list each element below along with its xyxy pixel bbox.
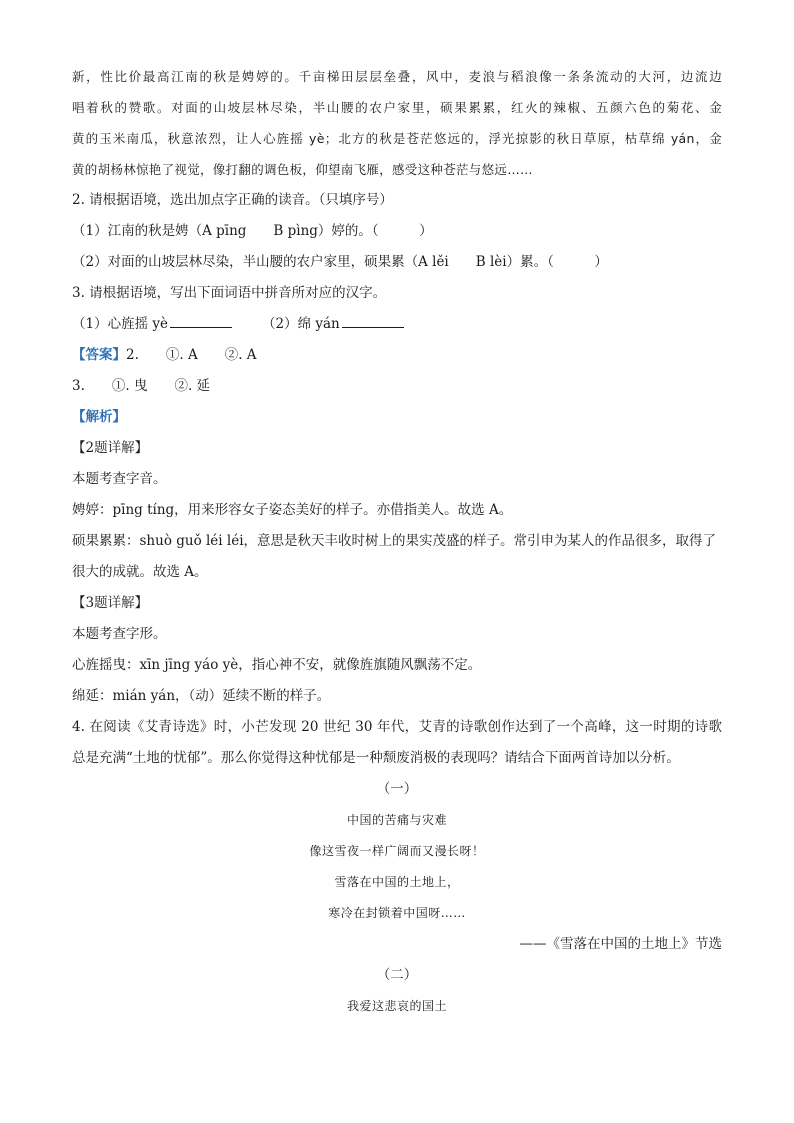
passage-line: 黄的胡杨林惊艳了视觉，像打翻的调色板，仰望南飞雁，感受这种苍茫与悠远…… — [72, 162, 533, 177]
answer-q3: 3. ①. 曳 ②. 延 — [72, 378, 211, 394]
passage-line: 黄的玉米南瓜，秋意浓烈，让人心旌摇 yè；北方的秋是苍茫悠远的，浮光掠影的秋日草原，枯草绵 yán，金 — [72, 131, 722, 146]
analysis-q2-heading: 【2题详解】 — [72, 440, 149, 456]
analysis-q2-line: 硕果累累：shuò guǒ léi léi，意思是秋天丰收时树上的果实茂盛的样子。常引申为某人的作品很多，取得了 — [72, 533, 717, 549]
question-3-item-1: （1）心旌摇 yè — [72, 316, 168, 332]
answer-section — [72, 340, 722, 402]
question-3 — [72, 278, 722, 340]
question-3-item-2: （2）绵 yán — [262, 316, 340, 332]
answer-blank — [342, 313, 404, 328]
answer-q2: 2. ①. A ②. A — [126, 347, 257, 363]
analysis-q2-line: 很大的成就。故选 A。 — [72, 564, 208, 580]
answer-label: 【答案】 — [72, 347, 126, 363]
analysis-section — [72, 402, 722, 712]
analysis-q3-line: 绵延：mián yán，（动）延续不断的样子。 — [72, 688, 331, 704]
passage-line: 唱着秋的赞歌。对面的山坡层林尽染，半山腰的农户家里，硕果累累，红火的辣椒、五颜六色的菊花、金 — [72, 100, 722, 115]
passage-line: 新，性比价最高江南的秋是娉婷的。千亩梯田层层垒叠，风中，麦浪与稻浪像一条条流动的大河，边流边 — [72, 69, 722, 84]
question-2 — [72, 185, 722, 278]
question-2-item-1: （1）江南的秋是娉（A pīng B pìng）婷的。（ ） — [72, 223, 433, 239]
analysis-q3-line: 心旌摇曳：xīn jīng yáo yè，指心神不安，就像旌旗随风飘荡不定。 — [72, 657, 482, 673]
analysis-q3-heading: 【3题详解】 — [72, 595, 149, 611]
poem-1-line: 雪落在中国的土地上， — [334, 875, 460, 889]
analysis-label: 【解析】 — [72, 409, 126, 425]
question-4 — [72, 712, 722, 774]
poem-2-number: （二） — [376, 967, 418, 983]
question-2-prompt: 2. 请根据语境，选出加点字正确的读音。（只填序号） — [72, 192, 393, 208]
question-3-prompt: 3. 请根据语境，写出下面词语中拼音所对应的汉字。 — [72, 285, 387, 301]
poem-1-line: 中国的苦痛与灾难 — [346, 813, 447, 827]
poem-1-number: （一） — [376, 781, 418, 797]
poem-1-line: 像这雪夜一样广阔而又漫长呀！ — [309, 844, 485, 858]
poem-1 — [72, 774, 722, 960]
poem-1-source: ——《雪落在中国的土地上》节选 — [519, 936, 722, 952]
poem-1-line: 寒冷在封锁着中国呀…… — [328, 906, 466, 920]
answer-blank — [170, 313, 232, 328]
question-3-items — [72, 309, 722, 340]
poem-2-line: 我爱这悲哀的国土 — [346, 999, 447, 1013]
analysis-q2-intro: 本题考查字音。 — [72, 471, 167, 487]
question-2-item-2: （2）对面的山坡层林尽染，半山腰的农户家里，硕果累（A lěi B lèi）累。（ ） — [72, 254, 608, 270]
document-page — [72, 61, 722, 1022]
analysis-q3-intro: 本题考查字形。 — [72, 626, 167, 642]
poem-2 — [72, 960, 722, 1022]
question-4-line: 4. 在阅读《艾青诗选》时，小芒发现 20 世纪 30 年代，艾青的诗歌创作达到了一个高峰，这一时期的诗歌 — [72, 719, 722, 735]
passage — [72, 61, 722, 185]
analysis-q2-line: 娉婷：pīng tíng，用来形容女子姿态美好的样子。亦借指美人。故选 A。 — [72, 502, 513, 518]
question-4-line: 总是充满“土地的忧郁”。那么你觉得这种忧郁是一种颓废消极的表现吗？请结合下面两首诗加以分析。 — [72, 750, 680, 766]
